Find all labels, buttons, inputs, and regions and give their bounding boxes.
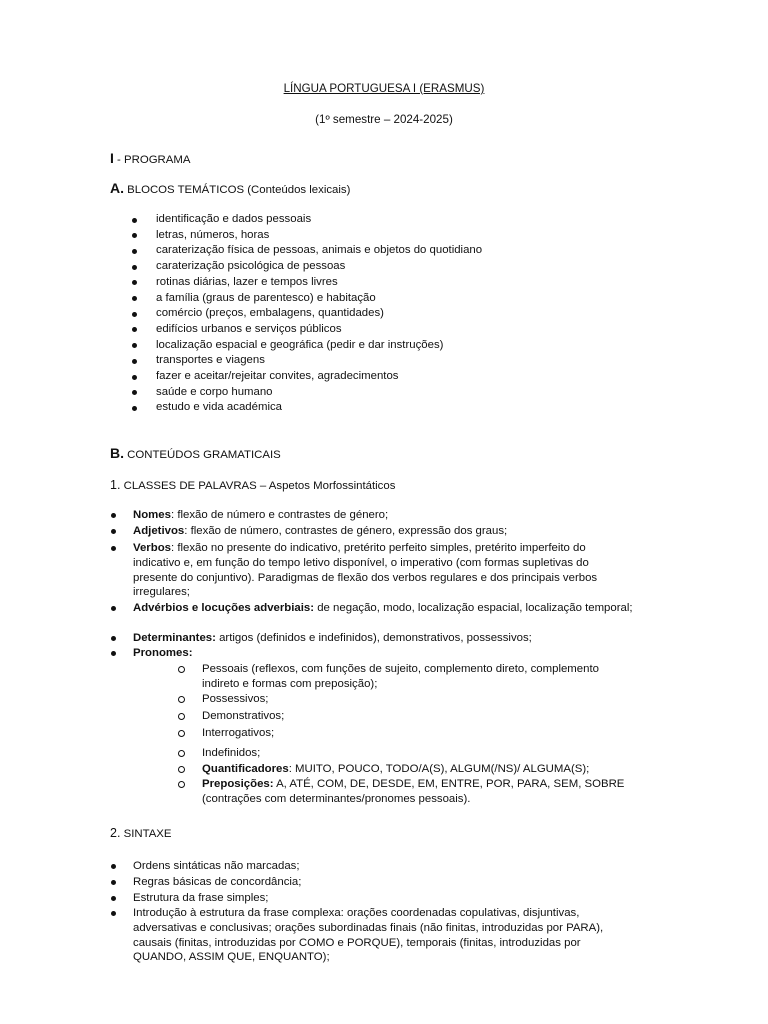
grammar-item: Pronomes: [133,646,633,661]
subsection-1-label: CLASSES DE PALAVRAS – Aspetos Morfossintáticos [120,480,396,492]
document-title: LÍNGUA PORTUGUESA I (ERASMUS) [283,82,485,95]
list-item: saúde e corpo humano [110,385,482,401]
list-item: identificação e dados pessoais [110,212,482,228]
subsection-1-number: 1. [110,478,121,492]
circle-bullet-icon [178,666,185,673]
bullet-icon [111,880,116,885]
list-item: transportes e viagens [110,353,482,369]
syntax-item: Introdução à estrutura da frase complexa: orações coordenadas copulativas, disjuntivas, adversativas e conclusivas; orações subordinadas finais (não finitas, introduzidas por PARA), causais (finitas, introduzidas por COMO e PORQUE), temporais (finitas, introduzidas por QUANDO, ASSIM QUE, ENQUANTO); [133,906,633,965]
list-item: caraterização psicológica de pessoas [110,259,482,275]
grammar-item: Verbos: flexão no presente do indicativo, pretérito perfeito simples, pretérito imperfeito do indicativo e, em função do tempo letivo disponível, o imperativo (com formas supletivas do presente do conjuntivo). Paradigmas de flexão dos verbos regulares e dos principais verbos irregulares; [133,541,633,600]
section-a-letter: A. [110,180,124,196]
list-item: estudo e vida académica [110,400,482,416]
list-item: localização espacial e geográfica (pedir e dar instruções) [110,338,482,354]
subsection-2-number: 2. [110,826,121,840]
bullet-icon [111,636,116,641]
circle-bullet-icon [178,696,185,703]
bullet-icon [132,359,137,364]
pronoun-item: Pessoais (reflexos, com funções de sujeito, complemento direto, complemento indireto e formas com preposição); [202,662,632,692]
section-i-label: - PROGRAMA [113,154,191,166]
bullet-icon [132,343,137,348]
grammar-item: Determinantes: artigos (definidos e indefinidos), demonstrativos, possessivos; [133,631,633,646]
pronoun-item: Quantificadores: MUITO, POUCO, TODO/A(S), ALGUM(/NS)/ ALGUMA(S); [202,762,632,777]
bullet-icon [132,233,137,238]
circle-bullet-icon [178,713,185,720]
subsection-1-heading [110,478,395,492]
bullet-icon [132,296,137,301]
bullet-icon [132,390,137,395]
bullet-icon [132,249,137,254]
circle-bullet-icon [178,730,185,737]
section-b-letter: B. [110,445,124,461]
syntax-item: Ordens sintáticas não marcadas; [133,859,633,874]
bullet-icon [132,327,137,332]
section-i-number: I [110,150,114,166]
document-subtitle: (1º semestre – 2024-2025) [315,113,453,126]
section-i-heading [110,150,190,166]
pronoun-item: Interrogativos; [202,726,632,741]
list-item: caraterização física de pessoas, animais e objetos do quotidiano [110,243,482,259]
bullet-icon [132,280,137,285]
list-item: edifícios urbanos e serviços públicos [110,322,482,338]
bullet-icon [132,312,137,317]
bullet-icon [132,218,137,223]
bullet-icon [111,651,116,656]
pronoun-item: Indefinidos; [202,746,632,761]
section-a-note: (Conteúdos lexicais) [244,184,351,196]
pronoun-item: Preposições: A, ATÉ, COM, DE, DESDE, EM, ENTRE, POR, PARA, SEM, SOBRE (contrações com determinantes/pronomes pessoais). [202,777,632,807]
list-item: fazer e aceitar/rejeitar convites, agradecimentos [110,369,482,385]
bullet-icon [111,911,116,916]
bullet-icon [111,896,116,901]
circle-bullet-icon [178,750,185,757]
bullet-icon [111,864,116,869]
list-item: comércio (preços, embalagens, quantidades) [110,306,482,322]
grammar-item: Adjetivos: flexão de número, contrastes de género, expressão dos graus; [133,524,633,539]
bullet-icon [132,375,137,380]
section-b-heading [110,445,281,461]
subsection-2-heading [110,826,172,840]
bullet-icon [111,546,116,551]
list-item: letras, números, horas [110,228,482,244]
syntax-item: Estrutura da frase simples; [133,891,633,906]
grammar-item: Nomes: flexão de número e contrastes de género; [133,508,633,523]
syntax-item: Regras básicas de concordância; [133,875,633,890]
section-a-list [110,212,482,416]
bullet-icon [111,529,116,534]
circle-bullet-icon [178,781,185,788]
pronoun-item: Demonstrativos; [202,709,632,724]
bullet-icon [132,406,137,411]
list-item: a família (graus de parentesco) e habitação [110,291,482,307]
section-a-heading [110,180,350,196]
subsection-2-label: SINTAXE [120,828,172,840]
circle-bullet-icon [178,766,185,773]
list-item: rotinas diárias, lazer e tempos livres [110,275,482,291]
bullet-icon [111,606,116,611]
pronoun-item: Possessivos; [202,692,632,707]
section-b-label: CONTEÚDOS GRAMATICAIS [124,449,281,461]
bullet-icon [132,265,137,270]
bullet-icon [111,513,116,518]
section-a-label: BLOCOS TEMÁTICOS [124,184,245,196]
grammar-item: Advérbios e locuções adverbiais: de negação, modo, localização espacial, localização temporal; [133,601,633,616]
